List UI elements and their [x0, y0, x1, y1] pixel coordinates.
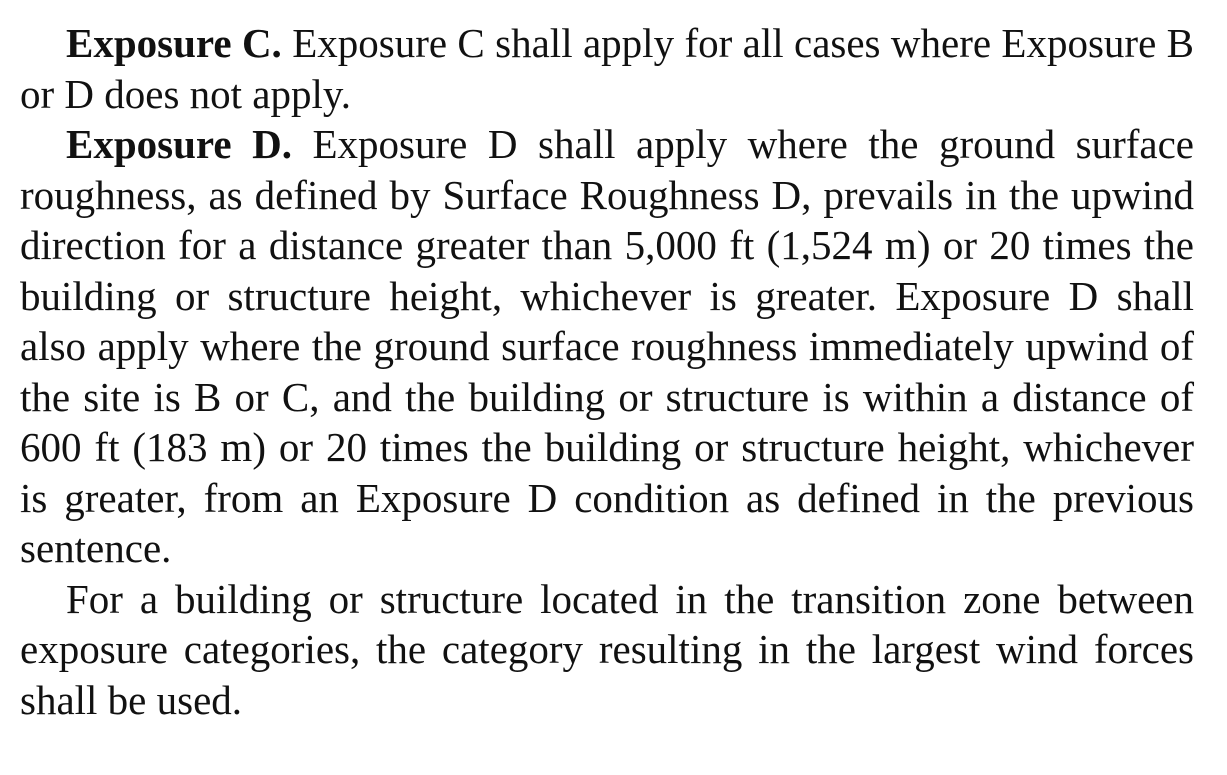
- heading-exposure-c: Exposure C.: [66, 20, 282, 66]
- heading-exposure-d: Exposure D.: [66, 121, 292, 167]
- paragraph-transition-zone: [20, 574, 1194, 726]
- paragraph-exposure-c: [20, 18, 1194, 119]
- paragraph-exposure-d: [20, 119, 1194, 574]
- paragraph-exposure-c-text: Exposure C shall apply for all cases where Exposure B or D does not apply.: [20, 20, 1195, 117]
- paragraph-transition-zone-text: For a building or structure located in the transition zone between exposure categories, the category resulting in the largest wind forces shall be used.: [20, 575, 1194, 723]
- paragraph-exposure-d-text: Exposure D shall apply where the ground surface roughness, as defined by Surface Roughness D, prevails in the upwind direction for a distance greater than 5,000 ft (1,524 m) or 20 times the building or structure height, whichever is greater. Exposure D shall also apply where the ground surface roughness immediately upwind of the site is B or C, and the building or structure is within a distance of 600 ft (183 m) or 20 times the building or structure height, whichever is greater, from an Exposure D condition as defined in the previous sentence.: [20, 121, 1195, 571]
